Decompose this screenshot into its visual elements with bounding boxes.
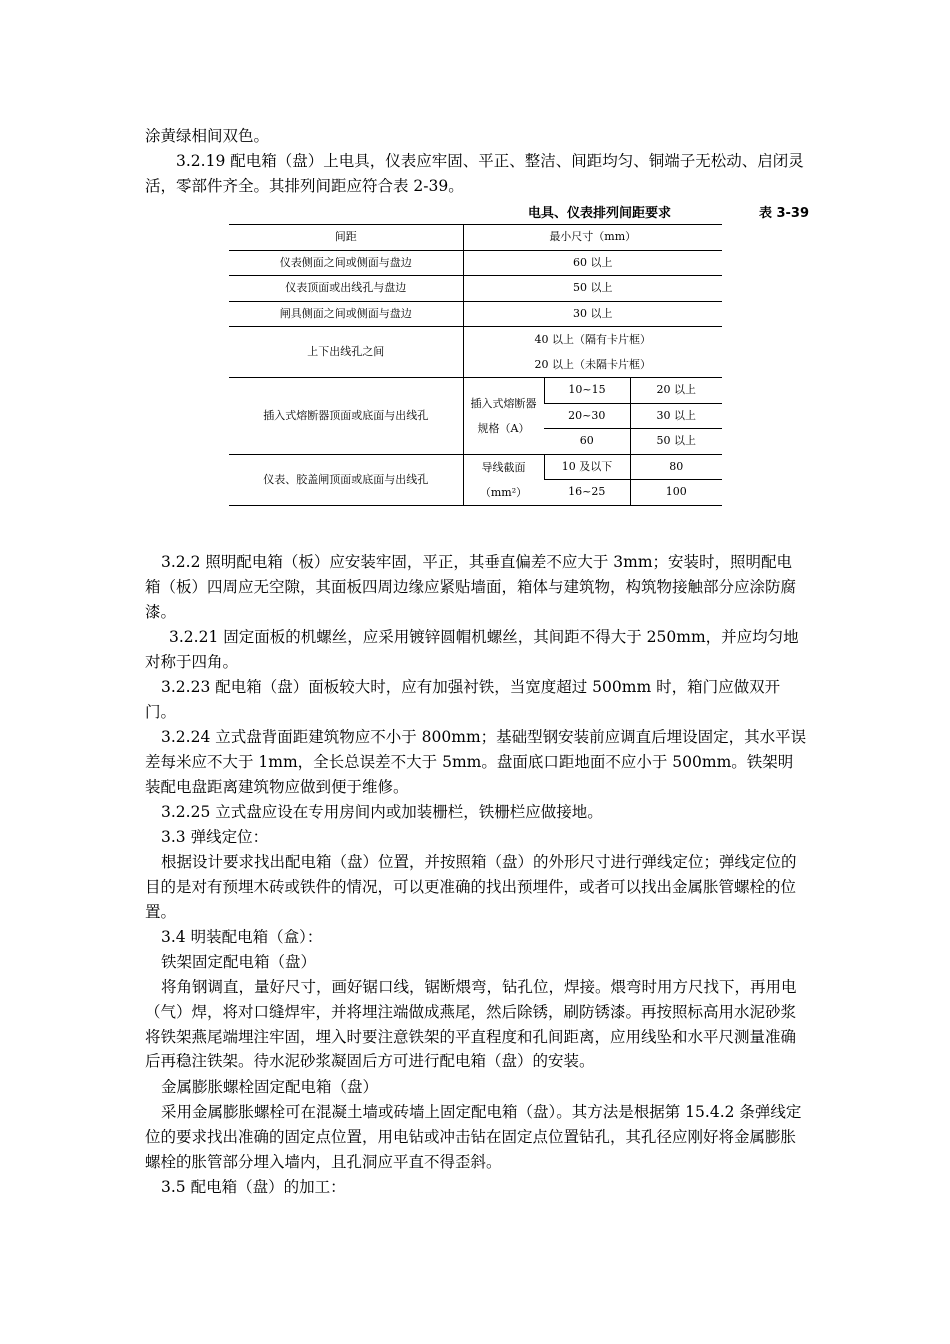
table-cell-line: 导线截面: [481, 460, 526, 474]
table-row: [229, 225, 722, 251]
table-cell-line: 规格（A）: [477, 421, 530, 435]
subheading: 铁架固定配电箱（盘）: [161, 953, 317, 971]
table-title: 电具、仪表排列间距要求: [528, 206, 672, 221]
table-row: [229, 327, 722, 378]
section-heading-3-5: 3.5 配电箱（盘）的加工：: [161, 1178, 346, 1196]
table-cell: 上下出线孔之间: [229, 327, 463, 378]
table-row: [229, 250, 722, 276]
table-row: [229, 301, 722, 327]
table-header-cell: 间距: [229, 225, 463, 251]
table-cell-line: 40 以上（隔有卡片框）: [534, 333, 651, 346]
table-header-cell: 最小尺寸（mm）: [463, 225, 722, 251]
table-cell: 闸具侧面之间或侧面与盘边: [229, 301, 463, 327]
table-cell: 仪表、胶盖闸顶面或底面与出线孔: [229, 454, 463, 505]
paragraph-3-2-23: 3.2.23 配电箱（盘）面板较大时，应有加强衬铁，当宽度超过 500mm 时，箱门应做双开门。: [145, 678, 781, 721]
table-cell: 60 以上: [463, 250, 722, 276]
table-cell: 20 以上: [630, 378, 722, 404]
table-cell: 50 以上: [630, 429, 722, 455]
table-cell: [463, 327, 722, 378]
table-cell: 60: [544, 429, 630, 455]
table-cell: 30 以上: [463, 301, 722, 327]
table-number: 表 3-39: [758, 206, 809, 221]
table-cell: 100: [630, 480, 722, 506]
table-cell-line: （mm²）: [479, 485, 528, 499]
table-cell: [463, 454, 544, 505]
table-cell: 50 以上: [463, 276, 722, 302]
paragraph-3-2-21: 3.2.21 固定面板的机螺丝，应采用镀锌圆帽机螺丝，其间距不得大于 250mm，并应均匀地对称于四角。: [145, 628, 799, 671]
paragraph: 采用金属膨胀螺栓可在混凝土墙或砖墙上固定配电箱（盘）。其方法是根据第 15.4.2 条弹线定位的要求找出准确的固定点位置，用电钻或冲击钻在固定点位置钻孔，其孔径应刚好将金属膨胀螺栓的胀管部分埋入墙内，且孔洞应平直不得歪斜。: [145, 1103, 802, 1171]
table-row: [229, 454, 722, 480]
table-cell: 插入式熔断器顶面或底面与出线孔: [229, 378, 463, 455]
table-cell: 16~25: [544, 480, 630, 506]
table-cell: 30 以上: [630, 403, 722, 429]
table-caption: [229, 202, 809, 222]
section-heading-3-3: 3.3 弹线定位：: [161, 828, 269, 846]
table-row: [229, 378, 722, 404]
spacing-table: [229, 224, 722, 506]
paragraph: 根据设计要求找出配电箱（盘）位置，并按照箱（盘）的外形尺寸进行弹线定位；弹线定位的目的是对有预埋木砖或铁件的情况，可以更准确的找出预埋件，或者可以找出金属胀管螺栓的位置。: [145, 853, 797, 921]
paragraph-3-2-2: 3.2.2 照明配电箱（板）应安装牢固，平正，其垂直偏差不应大于 3mm；安装时，照明配电箱（板）四周应无空隙，其面板四周边缘应紧贴墙面，箱体与建筑物，构筑物接触部分应涂防腐漆。: [145, 553, 797, 621]
subheading: 金属膨胀螺栓固定配电箱（盘）: [161, 1078, 379, 1096]
paragraph: 将角钢调直，量好尺寸，画好锯口线，锯断煨弯，钻孔位，焊接。煨弯时用方尺找下，再用电（气）焊，将对口缝焊牢，并将埋注端做成燕尾，然后除锈，刷防锈漆。再按照标高用水泥砂浆将铁架燕尾端埋注牢固，埋入时要注意铁架的平直程度和孔间距离，应用线坠和水平尺测量准确后再稳注铁架。待水泥砂浆凝固后方可进行配电箱（盘）的安装。: [145, 978, 797, 1071]
section-heading-3-4: 3.4 明装配电箱（盒）：: [161, 928, 323, 946]
table-cell: 80: [630, 454, 722, 480]
table-cell: 仪表侧面之间或侧面与盘边: [229, 250, 463, 276]
table-row: [229, 276, 722, 302]
table-cell: 仪表顶面或出线孔与盘边: [229, 276, 463, 302]
table-cell: [463, 378, 544, 455]
paragraph-3-2-25: 3.2.25 立式盘应设在专用房间内或加装栅栏，铁栅栏应做接地。: [161, 803, 603, 821]
table-cell: 10 及以下: [544, 454, 630, 480]
paragraph: 涂黄绿相间双色。: [145, 127, 270, 145]
table-cell-line: 20 以上（未隔卡片框）: [534, 358, 651, 371]
table-cell: 10~15: [544, 378, 630, 404]
paragraph-3-2-19: 3.2.19 配电箱（盘）上电具，仪表应牢固、平正、整洁、间距均匀、铜端子无松动、启闭灵活，零部件齐全。其排列间距应符合表 2-39。: [145, 152, 804, 195]
table-cell-line: 插入式熔断器: [470, 396, 537, 410]
table-cell: 20~30: [544, 403, 630, 429]
paragraph-3-2-24: 3.2.24 立式盘背面距建筑物应不小于 800mm；基础型钢安装前应调直后埋设固定，其水平误差每米应不大于 1mm，全长总误差不大于 5mm。盘面底口距地面不应小于 500mm。铁架明装配电盘距离建筑物应做到便于维修。: [145, 728, 807, 796]
